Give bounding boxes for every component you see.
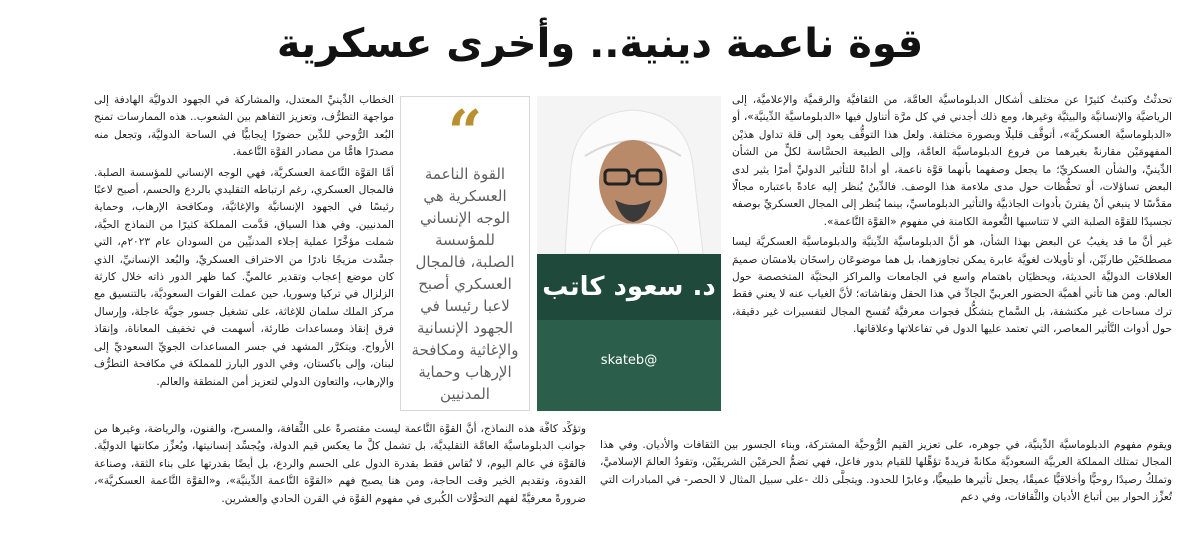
- author-portrait-illustration: [537, 96, 721, 254]
- paragraph: غير أنَّ ما قد يغيبُ عن البعض بهذا الشأن، هو أنَّ الدبلوماسيَّة الدِّينيَّة والدبلوماسيَّة العسكريَّة ليسا مصطلحَيْن طارئَيْن، أو تأويلات لغويَّة عابرة يمكن تجاوزهما، بل هما موضوعَان راسخَان بلامسَان صميمَ العلاقات الدوليَّة الحديثة، ويحظيَان باهتمام واسع في الجامعات والمراكز البحثيَّة المتخصصة حول العالم. ومن هنا تأتي أهميَّة الحضور العربيِّ الجادِّ في هذا الحقل ونقاشاته؛ لأنَّ الغياب عنه لا يعني فقط ترك مساحات غير مكتشفة، بل السَّماح بتشكُّل فجوات معرفيَّة تُفسح المجال لتفسيرات غير دقيقة، حول أدوات التَّأثير المعاصر، التي تعتمد عليها الدول في تفاعلاتها وعلاقاتها.: [732, 236, 1172, 336]
- paragraph: أمَّا القوَّة النَّاعمة العسكريَّة، فهي الوجه الإنساني للمؤسسة الصلبة. فالمجال العسكري، رغم ارتباطه التقليدي بالردع والحسم، أصبح لاعبًا رئيسًا في الجهود الإنسانيَّة والإغاثيَّة، ومكافحة الإرهاب، وحماية المدنيين. وفي هذا السياق، قدَّمت المملكة كثيرًا من النماذج الحيَّة، شملت مؤخَّرًا عملية إجلاء المدنيِّين من السودان عام ٢٠٢٣م، التي جسَّدت مزيجًا نادرًا من الاحتراف العسكريِّ، والبُعد الإنسانيِّ، الذي كان موضع إعجاب وتقدير عالميٍّ. كما ظهر الدور ذاته خلال كارثة الزلزال في تركيا وسوريا، حين عملت القوات السعوديَّة، بالتنسيق مع مركز الملك سلمان للإغاثة، على تشغيل جسور جويَّة عاجلة، وإرسال فرق إنقاذ ومساعدات طارئة، أسهمت في تخفيف المعاناة، وإنقاذ الأرواح. ويتكرَّر المشهد في جسر المساعدات الجويِّ السعوديِّ إلى لبنان، وإلى باكستان، وفي الدور البارز للمملكة في مكافحة التطرُّف والإرهاب، والتعاون الدولي لتعزيز أمن المنطقة والعالم.: [94, 166, 394, 388]
- author-name: د. سعود كاتب: [537, 254, 721, 320]
- article-title: قوة ناعمة دينية.. وأخرى عسكرية: [276, 21, 924, 67]
- paragraph: تحدثْتُ وكتبتُ كثيرًا عن مختلف أشكال الدبلوماسيَّة العامَّة، من الثقافيَّة والرقميَّة والإعلاميَّة، إلى الرياضيَّة والإنسانيَّة والبيئيَّة وغيرها، ومع ذلك أجدني في كل مرَّة أتناول فيها «الدبلوماسيَّة الدِّينيَّة»، أو «الدبلوماسيَّة العسكريَّة»، أتوقَّف قليلًا وبصورة مختلفة. ولعل هذا التوقُّف يعود إلى قلة تداول هذيْن المفهومَيْن مقارنةً بغيرهما من فروع الدبلوماسيَّة العامَّة، وإلى الطبيعة الحسَّاسة لكلٍّ من الشأن الدِّينيِّ، والشأن العسكريِّ؛ ما يجعل وصفهما بأنهما قوَّة ناعمة، أو أداةً للتأثير الدوليِّ أمرًا يثير لدى البعض تساؤلات، أو تحفُّظات حول مدى ملاءمة هذا الوصف. فالدِّينُ يُنظر إليه عادةً باعتباره مجالًا مقدَّسًا لا ينبغي أنْ يقترنَ بأدوات الجاذبيَّة والتأثير الدبلوماسيِّ، بينما يُنظر إلى المجال العسكريِّ بوصفه تجسيدًا للقوَّة الصلبة التي لا تتناسبها النُّعومة الكامنة في مفهوم «القوَّة النَّاعمة».: [732, 94, 1172, 228]
- pull-quote-box: [400, 96, 530, 411]
- article-bottom-right: [600, 437, 1172, 541]
- paragraph: ويقوم مفهوم الدبلوماسيَّة الدِّينيَّة، في جوهره، على تعزيز القيم الرُّوحيَّة المشتركة، وبناء الجسور بين الثقافات والأديان. وفي هذا المجال تمتلك المملكة العربيَّة السعوديَّة مكانةً فريدةً تؤهِّلها للقيام بدور فاعل، فهي تضمُّ الحرمَيْن الشريفَيْن، وتقودُ العالمَ الإسلاميَّ، وتملكُ رصيدًا روحيًّا وأخلاقيًّا عميقًا، يجعل تأثيرها طبيعيًّا، وعابرًا للحدود. ويتجلَّى ذلك -على سبيل المثال لا الحصر- في المبادرات التي تُعزِّز الحوار بين أتباع الأديان والثَّقافات، وفي دعم: [600, 439, 1172, 504]
- author-photo: [537, 96, 721, 254]
- quote-mark-icon: “: [447, 98, 483, 168]
- paragraph: وتؤكِّد كافَّة هذه النماذج، أنَّ القوَّة النَّاعمة ليست مقتصرةً على الثَّقافة، والمسرح، والفنون، والرياضة، وغيرها من جوانب الدبلوماسيَّة العامَّة التقليديَّة، بل تشمل كلَّ ما يعكس قيم الدولة، ويُجسِّد إنسانيتها، ويُعزِّز مكانتها الدوليَّة. فالقوَّة في عالم اليوم، لا تُقاس فقط بقدرة الدول على الحسم والردع، بل أيضًا بقدرتها على بناء الثقة، وصناعة القدوة، وتقديم الخير وقت الحاجة، ومن هنا يصبح فهم «القوَّة النَّاعمة الدِّينيَّة»، و«القوَّة النَّاعمة العسكريَّة»، ضرورةً معرفيَّةً لفهم التحوُّلات الكُبرى في مفهوم القوَّة في القرن الحادي والعشرين.: [94, 423, 586, 505]
- pull-quote-text: القوة الناعمة العسكرية هي الوجه الإنساني للمؤسسة الصلبة، فالمجال العسكري أصبح لاعبا رئيسا في الجهود الإنسانية والإغاثية ومكافحة الإرهاب وحماية المدنيين: [411, 165, 519, 403]
- article-column-right: [732, 92, 1172, 442]
- article-column-left: [94, 92, 394, 418]
- author-handle: @skateb: [600, 353, 658, 368]
- article-bottom-left: [94, 421, 586, 537]
- author-byline-panel: [537, 96, 721, 411]
- paragraph: الخطاب الدِّينيِّ المعتدل، والمشاركة في الجهود الدوليَّة الهادفة إلى مواجهة التطرُّف، وتعزيز التفاهم بين الشعوب.. هذه الممارسات تمنح البُعد الرُّوحي للدِّين حضورًا إيجابيًّا في الساحة الدوليَّة، وتجعل منه مصدرًا هامًّا من مصادر القوَّة النَّاعمة.: [94, 94, 394, 159]
